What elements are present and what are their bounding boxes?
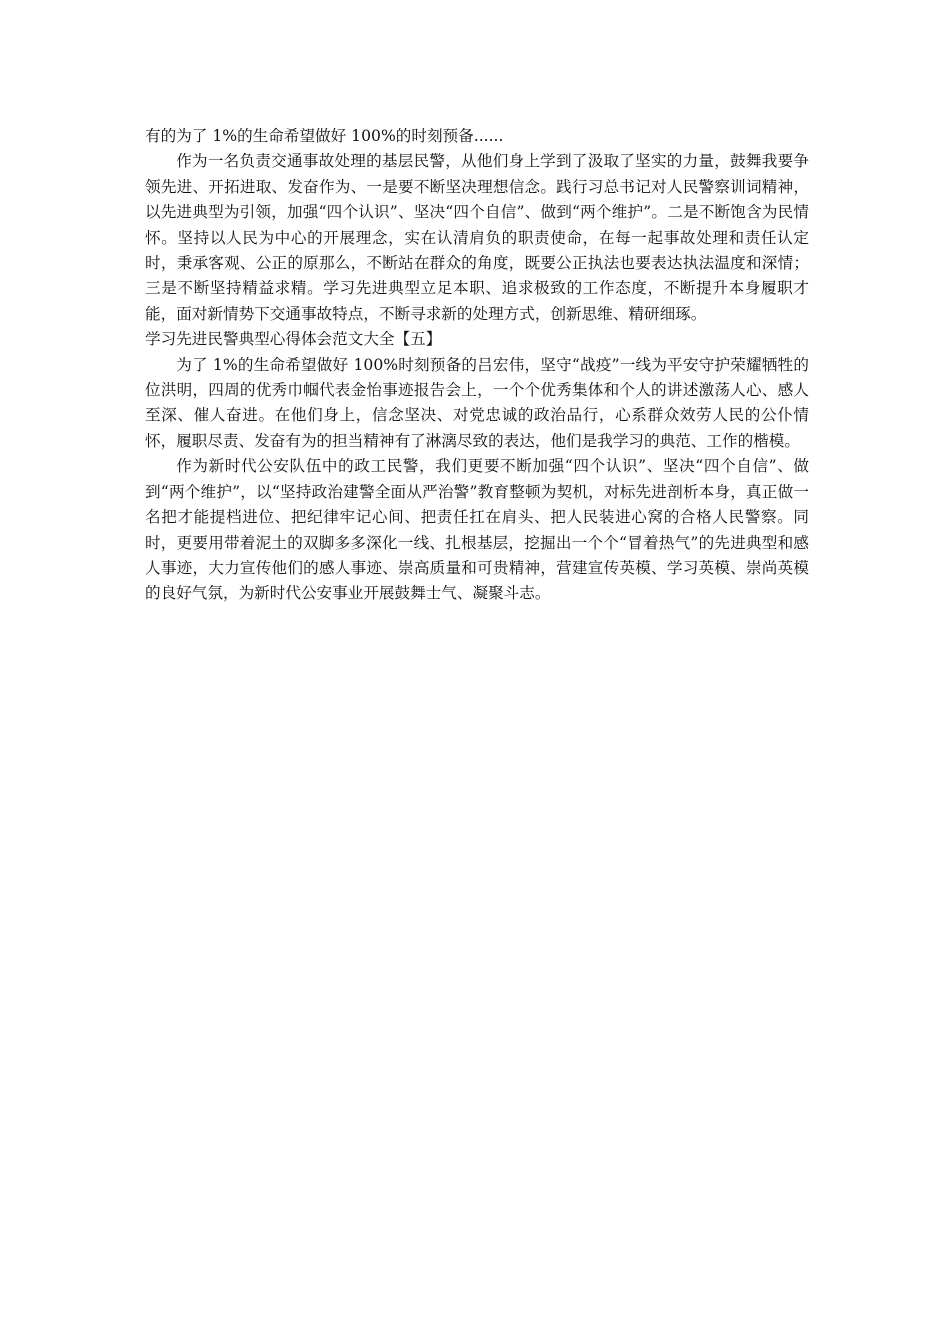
- paragraph-traffic-police: 作为一名负责交通事故处理的基层民警，从他们身上学到了汲取了坚实的力量，鼓舞我要争领先进、开拓进取、发奋作为、一是要不断坚决理想信念。践行习总书记对人民警察训词精神，以先进典型为引领，加强“四个认识”、坚决“四个自信”、做到“两个维护”。二是不断饱含为民情怀。坚持以人民为中心的开展理念，实在认清肩负的职责使命，在每一起事故处理和责任认定时，秉承客观、公正的原那么，不断站在群众的角度，既要公正执法也要表达执法温度和深情；三是不断坚持精益求精。学习先进典型立足本职、追求极致的工作态度，不断提升本身履职才能，面对新情势下交通事故特点，不断寻求新的处理方式，创新思维、精研细琢。: [145, 152, 809, 323]
- section-heading: 学习先进民警典型心得体会范文大全【五】: [145, 330, 442, 349]
- paragraph-role-models: 为了 1%的生命希望做好 100%时刻预备的吕宏伟，坚守“战疫”一线为平安守护荣耀牺牲的位洪明，四周的优秀巾帼代表金怡事迹报告会上，一个个优秀集体和个人的讲述激荡人心、感人至深、催人奋进。在他们身上，信念坚决、对党忠诚的政治品行，心系群众效劳人民的公仆情怀，履职尽责、发奋有为的担当精神有了淋漓尽致的表达，他们是我学习的典范、工作的楷模。: [145, 355, 809, 450]
- paragraph-political-police: 作为新时代公安队伍中的政工民警，我们更要不断加强“四个认识”、坚决“四个自信”、做到“两个维护”，以“坚持政治建警全面从严治警”教育整顿为契机，对标先进剖析本身，真正做一名把才能提档进位、把纪律牢记心间、把责任扛在肩头、把人民装进心窝的合格人民警察。同时，更要用带着泥土的双脚多多深化一线、扎根基层，挖掘出一个个“冒着热气”的先进典型和感人事迹，大力宣传他们的感人事迹、崇高质量和可贵精神，营建宣传英模、学习英模、崇尚英模的良好气氛，为新时代公安事业开展鼓舞士气、凝聚斗志。: [145, 457, 809, 603]
- document-body: [145, 124, 809, 607]
- paragraph-continuation: 有的为了 1%的生命希望做好 100%的时刻预备......: [145, 127, 504, 145]
